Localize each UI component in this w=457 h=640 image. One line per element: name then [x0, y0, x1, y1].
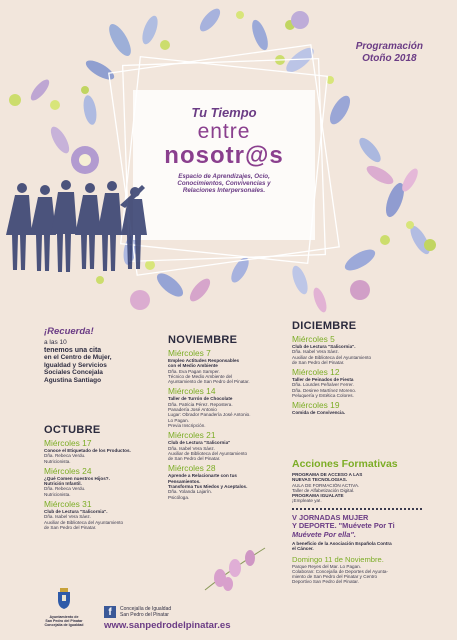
acciones-line: ¡Empleate ya!. — [292, 498, 322, 504]
event-title: Taller de Turrón de Chocolate — [168, 396, 233, 402]
event-detail: Dña. Isabel Vera Sáez. — [168, 445, 215, 451]
jornadas-line: miento de San Pedro del Pinatar y Centro — [292, 574, 378, 580]
jornadas-heading-line: V JORNADAS MUJER — [292, 512, 369, 522]
subtitle-line: Conocimientos, Convivencias y — [177, 180, 271, 187]
jornadas-date: Domingo 11 de Noviembre. — [292, 554, 384, 564]
event-detail: Ayuntamiento de San Pedro del Pinatar. — [168, 379, 250, 385]
acciones-line: PROGRAMA IGUALATE — [292, 493, 344, 499]
event-detail: de San Pedro del Pinatar. — [292, 359, 345, 365]
social-line: Concejalía de Igualdad — [120, 606, 172, 612]
subtitle-line: Relaciones Interpersonales. — [182, 187, 266, 194]
jornadas-benefit: A beneficio de la Asociación Española Contra — [292, 541, 392, 546]
acciones-line: NUEVAS TECNOLOGIAS. — [292, 477, 348, 483]
program-heading — [356, 41, 423, 65]
event-detail: Lo Pagan. — [168, 417, 189, 423]
day-heading: Miércoles 17 — [44, 438, 92, 448]
title-line1: Tu Tiempo — [191, 105, 257, 120]
jornadas-heading-line: Y DEPORTE. "Muévete Por Ti — [292, 521, 395, 531]
event-title: Transforma Tus Miedos y Aceptalos. — [168, 484, 248, 490]
event-detail: Psicóloga. — [168, 494, 190, 500]
event-detail: Técnico de Medio Ambiente del — [168, 373, 233, 379]
event-detail: Nutricionista. — [44, 458, 71, 464]
event-detail: Dña. Patricia Pérez. Repostera. — [168, 401, 233, 407]
day-heading: Miércoles 19 — [292, 400, 340, 411]
event-detail: Nutricionista. — [44, 491, 71, 497]
event-detail: Dña. Isabel Vera Sáez. — [44, 514, 91, 520]
event-title: Nutrición Infantil. — [44, 481, 82, 487]
program-line2: Otoño 2018 — [362, 53, 417, 64]
event-title: Comida de Convivencia. — [292, 410, 346, 416]
day-heading: Miércoles 7 — [168, 348, 211, 358]
dotted-divider — [292, 508, 422, 510]
title-line3: nosotr@s — [164, 142, 284, 169]
event-title: Pensamientos. — [168, 478, 201, 484]
event-title: Club de Lectura "Salicornia" — [168, 440, 231, 446]
day-heading: Miércoles 21 — [168, 430, 216, 441]
jornadas-heading — [292, 514, 422, 539]
octubre-heading: OCTUBRE — [44, 424, 101, 436]
event-title: Club de Lectura "Salicornia". — [292, 344, 356, 349]
acciones-line: Taller de Alfabetización Digital. — [292, 487, 355, 493]
recuerda-line: Agustina Santiago — [44, 376, 102, 384]
event-title: Conoce el Etiquetado de los Productos. — [44, 448, 131, 453]
facebook-icon[interactable]: f — [104, 606, 116, 618]
day-heading: Miércoles 31 — [44, 499, 92, 510]
event-detail: Auxiliar de Biblioteca del Ayuntamiento — [44, 519, 124, 525]
diciembre-heading: DICIEMBRE — [292, 320, 357, 332]
event-detail: Previa Inscripción. — [168, 422, 206, 428]
noviembre-heading: NOVIEMBRE — [168, 334, 238, 346]
diciembre-column — [292, 320, 420, 416]
title-block — [128, 106, 320, 194]
event-detail: Dña. Rebeca Verdu. — [44, 453, 86, 459]
recuerda-line: Sociales Concejala — [44, 369, 103, 377]
ayto-line: San Pedro del Pinatar — [45, 619, 83, 624]
recuerda-heading: ¡Recuerda! — [44, 326, 94, 337]
event-title: con el Medio Ambiente — [168, 363, 218, 369]
event-detail: de San Pedro del Pinatar. — [44, 524, 97, 530]
event-detail: Dña. Desiree Martínez Moreno. — [292, 387, 357, 393]
event-detail: Dña. Isabel Vera Sáez. — [292, 349, 339, 355]
event-title: Aprende a Relacionarte con tus — [168, 473, 237, 479]
event-detail: Panadería José Antonio — [168, 407, 217, 413]
event-title: Taller de Peinados de Fiesta — [292, 377, 354, 383]
acciones-line: AULA DE FORMACIÓN ACTIVA. — [292, 482, 360, 488]
event-title: Empleo Actitudes Responsables — [168, 358, 240, 363]
title-subtitle — [128, 173, 320, 194]
title-line2: entre — [197, 120, 251, 143]
noviembre-column — [168, 334, 286, 500]
flower-sprig-icon — [200, 540, 270, 595]
event-detail: Lugar: Obrador Panadería José Antonio. — [168, 412, 251, 418]
jornadas-line: Deportivo San Pedro del Pinatar. — [292, 579, 359, 585]
day-heading: Miércoles 28 — [168, 463, 216, 474]
event-detail: de San Pedro del Pinatar. — [168, 456, 221, 462]
event-detail: Dña. Yolanda Lajarín. — [168, 489, 212, 495]
jornadas-line: Parque Reyes del Mar. Lo Pagan. — [292, 563, 361, 569]
social-text — [120, 606, 171, 618]
social-line: San Pedro del Pinatar — [120, 612, 169, 618]
subtitle-line: Espacio de Aprendizajes, Ocio, — [178, 173, 270, 180]
ayto-line: Ayuntamiento de — [49, 615, 79, 619]
recuerda-line: en el Centro de Mujer, — [44, 354, 112, 362]
event-title: ¿Qué Comen nuestros Hijos?. — [44, 475, 110, 481]
recuerda-block — [44, 326, 154, 385]
recuerda-line: a las 10 — [44, 339, 67, 346]
octubre-column — [44, 424, 156, 530]
event-detail: Auxiliar de Biblioteca del Ayuntamiento — [292, 354, 372, 360]
day-heading: Miércoles 5 — [292, 334, 335, 344]
recuerda-line: Igualdad y Servicios — [44, 361, 107, 369]
event-detail: Auxiliar de Biblioteca del Ayuntamiento — [168, 450, 248, 456]
acciones-block — [292, 458, 422, 585]
day-heading: Miércoles 14 — [168, 386, 216, 397]
event-detail: Dña. Eva Pagan Samper. — [168, 368, 220, 374]
acciones-heading: Acciones Formativas — [292, 458, 398, 470]
program-line1: Programación — [355, 41, 423, 52]
coat-of-arms-icon — [56, 588, 72, 610]
recuerda-line: tenemos una cita — [44, 346, 102, 354]
jornadas-benefit: el Cáncer. — [292, 546, 314, 552]
acciones-line: PROGRAMA DE ACCESO A LAS — [292, 472, 363, 477]
event-detail: Dña. Rebeca Verdu. — [44, 486, 86, 492]
recuerda-text — [44, 339, 154, 385]
day-heading: Miércoles 12 — [292, 367, 340, 378]
event-detail: Dña. Lourdes Peñalver Ferrer. — [292, 382, 354, 388]
website-link[interactable]: www.sanpedrodelpinatar.es — [104, 620, 231, 631]
event-title: Club de Lectura "Salicornia". — [44, 509, 108, 515]
event-detail: Peluquería y Estética Colores. — [292, 393, 354, 399]
ayuntamiento-logo — [44, 588, 84, 628]
ayto-line: Concejalía de Igualdad — [44, 623, 84, 628]
jornadas-heading-line: Muévete Por ella". — [292, 529, 356, 539]
jornadas-line: Colaboran: Concejalía de Deportes del Ayunta- — [292, 568, 388, 574]
day-heading: Miércoles 24 — [44, 465, 92, 476]
